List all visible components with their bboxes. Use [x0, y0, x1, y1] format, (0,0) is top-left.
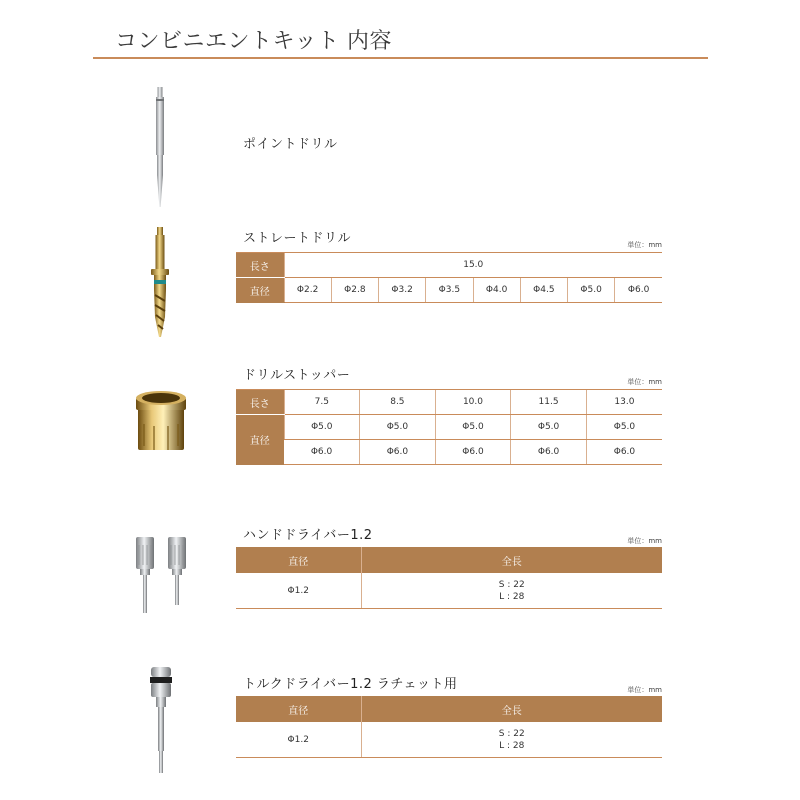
- diameter-cell: Φ5.0: [435, 415, 511, 440]
- length-cell: 7.5: [284, 390, 360, 415]
- column-header-diameter: 直径: [236, 547, 361, 573]
- row-label-length: 長さ: [236, 390, 284, 415]
- diameter-cell: Φ5.0: [511, 415, 587, 440]
- straight-drill-unit: 単位：mm: [627, 241, 662, 249]
- drill-stopper-name: ドリルストッパー: [243, 368, 351, 383]
- table-row: [236, 573, 662, 609]
- torque-driver-image: [146, 665, 176, 777]
- diameter-cell: Φ6.0: [615, 278, 662, 303]
- torque-driver-unit: 単位：mm: [627, 686, 662, 694]
- drill-stopper-table: [236, 389, 662, 465]
- length-l: L : 28: [499, 591, 525, 602]
- torque-driver-table: [236, 696, 662, 758]
- point-drill-name: ポイントドリル: [243, 137, 338, 152]
- column-header-length: 全長: [361, 547, 662, 573]
- straight-drill-name: ストレートドリル: [243, 231, 352, 246]
- table-row: [236, 278, 662, 303]
- hand-driver-table: [236, 547, 662, 609]
- row-label-length: 長さ: [236, 253, 284, 278]
- length-cell: 13.0: [586, 390, 662, 415]
- diameter-cell: Φ5.0: [568, 278, 615, 303]
- drill-stopper-image: [134, 388, 188, 458]
- length-cell: [361, 573, 662, 609]
- column-header-length: 全長: [361, 696, 662, 722]
- diameter-cell: Φ3.2: [379, 278, 426, 303]
- diameter-cell: Φ3.5: [426, 278, 473, 303]
- table-row: [236, 415, 662, 440]
- table-header-row: [236, 547, 662, 573]
- column-header-diameter: 直径: [236, 696, 361, 722]
- hand-driver-name: ハンドドライバー1.2: [243, 528, 373, 543]
- row-label-diameter: 直径: [236, 415, 284, 465]
- diameter-cell: Φ5.0: [586, 415, 662, 440]
- diameter-cell: Φ1.2: [236, 722, 361, 758]
- length-s: S : 22: [498, 728, 525, 739]
- page-title: コンビニエントキット 内容: [115, 29, 393, 54]
- length-cell: 8.5: [360, 390, 436, 415]
- length-l: L : 28: [499, 740, 525, 751]
- table-row: [236, 390, 662, 415]
- diameter-cell: Φ6.0: [586, 440, 662, 465]
- hand-driver-image: [132, 535, 192, 617]
- diameter-cell: Φ6.0: [435, 440, 511, 465]
- length-s: S : 22: [498, 579, 525, 590]
- diameter-cell: Φ5.0: [360, 415, 436, 440]
- diameter-cell: Φ4.0: [473, 278, 520, 303]
- diameter-cell: Φ1.2: [236, 573, 361, 609]
- table-row: [236, 253, 662, 278]
- length-value: 15.0: [284, 253, 662, 278]
- table-row: [236, 722, 662, 758]
- drill-stopper-unit: 単位：mm: [627, 378, 662, 386]
- title-divider: [93, 57, 708, 59]
- hand-driver-unit: 単位：mm: [627, 537, 662, 545]
- diameter-cell: Φ2.2: [284, 278, 331, 303]
- length-cell: 10.0: [435, 390, 511, 415]
- row-label-diameter: 直径: [236, 278, 284, 303]
- torque-driver-name: トルクドライバー1.2 ラチェット用: [243, 677, 458, 692]
- diameter-cell: Φ5.0: [284, 415, 360, 440]
- diameter-cell: Φ4.5: [520, 278, 567, 303]
- diameter-cell: Φ6.0: [360, 440, 436, 465]
- table-row: [236, 440, 662, 465]
- length-cell: [361, 722, 662, 758]
- straight-drill-table: [236, 252, 662, 303]
- diameter-cell: Φ6.0: [511, 440, 587, 465]
- diameter-cell: Φ6.0: [284, 440, 360, 465]
- point-drill-image: [148, 85, 172, 210]
- table-header-row: [236, 696, 662, 722]
- straight-drill-image: [143, 225, 177, 345]
- length-cell: 11.5: [511, 390, 587, 415]
- diameter-cell: Φ2.8: [331, 278, 378, 303]
